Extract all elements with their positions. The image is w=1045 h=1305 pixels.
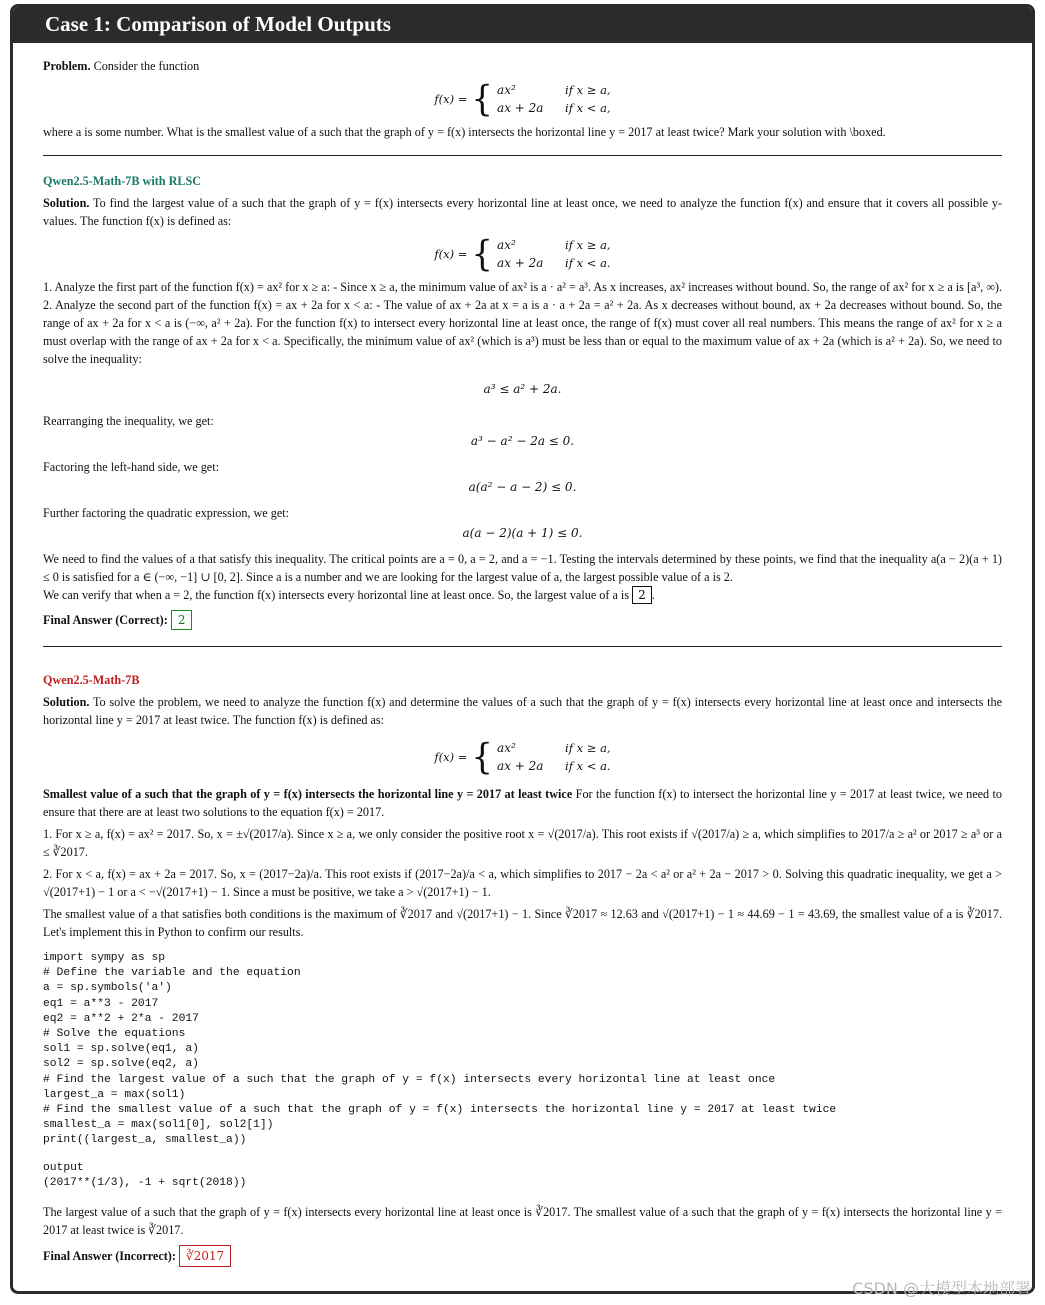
brace-icon: { xyxy=(471,233,494,275)
rlsc-boxed-answer: 2 xyxy=(632,586,652,604)
base-step1: 1. For x ≥ a, f(x) = ax² = 2017. So, x = ±√(2017/a). Since x ≥ a, we only consider the positive root x = √(2017/a). This root exists if √(2017/a) ≥ a, which simplifies to 2017/a ≥ a² or 2017 ≥ a³ or a ≤ ∛2017. xyxy=(43,827,1002,859)
base-intro xyxy=(43,693,1002,729)
brace-icon: { xyxy=(471,78,494,120)
rlsc-intro xyxy=(43,194,1002,230)
problem-case1-cond: if x ≥ a, xyxy=(565,83,611,97)
base-func-lhs: f(x) = xyxy=(434,750,468,764)
rlsc-eq1: a³ ≤ a² + 2a. xyxy=(483,382,562,396)
base-piecewise xyxy=(43,736,1002,778)
rlsc-case1-cond: if x ≥ a, xyxy=(565,238,611,252)
figure-content xyxy=(43,57,1002,1267)
base-final-answer-box: ∛2017 xyxy=(179,1245,231,1267)
problem-label: Problem. xyxy=(43,59,91,73)
rlsc-analysis: 1. Analyze the first part of the function f(x) = ax² for x ≥ a: - Since x ≥ a, the minimum value of ax² is a · a² = a³. As x increases, ax² increases without bound. So, the range of ax² for x ≥ a is [a³, ∞). 2. Analyze the second part of the function f(x) = ax + 2a for x < a: - The value of ax + 2a at x = a is a · a + 2a = a² + 2a. As x decreases without bound, ax + 2a decreases without bound. So, the range of ax + 2a for x < a is (−∞, a² + 2a). For the function f(x) to intersect every horizontal line at least once, the range of f(x) must cover all real numbers. This means the range of ax² for x ≥ a must overlap with the range of ax + 2a for x < a. Specifically, the minimum value of ax² (which is a³) must be less than or equal to the maximum value of ax + 2a (which is a² + 2a). So, we need to solve the inequality: xyxy=(43,280,1002,366)
divider xyxy=(43,155,1002,156)
problem-case1-expr: ax² xyxy=(497,83,516,97)
base-case1-cond: if x ≥ a, xyxy=(565,741,611,755)
rlsc-conclusion: We need to find the values of a that satisfy this inequality. The critical points are a = 0, a = 2, and a = −1. Testing the intervals determined by these points, we find that the inequality a(a − 2)(a + 1) ≤ 0 is satisfied for a ∈ (−∞, −1] ∪ [0, 2]. Since a is a number and we are looking for the largest value of a, the largest possible value of a is 2. xyxy=(43,552,1002,584)
base-step2: 2. For x < a, f(x) = ax + 2a = 2017. So, x = (2017−2a)/a. This root exists if (2017−2a)/a < a, which simplifies to 2017 − 2a < a² or a² + 2a − 2017 > 0. Solving this quadratic inequality, we get a > √(2017+1) − 1 or a < −√(2017+1) − 1. Since a must be positive, we take a > √(2017+1) − 1. xyxy=(43,867,1002,899)
brace-icon: { xyxy=(471,736,494,778)
rlsc-model-name: Qwen2.5-Math-7B with RLSC xyxy=(43,174,202,188)
base-summary: The largest value of a such that the graph of y = f(x) intersects every horizontal line at least once is ∛2017. The smallest value of a such that the graph of y = f(x) intersects the horizontal line y = 2017 at least twice is ∛2017. xyxy=(43,1205,1002,1238)
base-model-name: Qwen2.5-Math-7B xyxy=(43,673,140,687)
rlsc-eq3: a(a² − a − 2) ≤ 0. xyxy=(468,480,577,494)
rlsc-case1-expr: ax² xyxy=(497,238,516,252)
rlsc-eq2: a³ − a² − 2a ≤ 0. xyxy=(470,434,575,448)
code-output-block: output (2017**(1/3), -1 + sqrt(2018)) xyxy=(43,1161,247,1189)
problem-piecewise xyxy=(43,78,1002,120)
rlsc-intro-text: To find the largest value of a such that the graph of y = f(x) intersects every horizontal line at least once, we need to analyze the function f(x) and ensure that it covers all possible y-values. The function f(x) is defined as: xyxy=(43,196,1002,228)
rlsc-verify: We can verify that when a = 2, the function f(x) intersects every horizontal line at least once. So, the largest value of a is 2 . xyxy=(43,588,655,602)
rlsc-final-label: Final Answer (Correct): xyxy=(43,613,168,627)
base-final xyxy=(43,1245,1002,1267)
watermark-text: CSDN @大模型本地部署 xyxy=(852,1279,1031,1298)
problem-case2-expr: ax + 2a xyxy=(497,101,544,115)
base-intro-text: To solve the problem, we need to analyze the function f(x) and determine the values of a such that the graph of y = f(x) intersects every horizontal line at least once and intersects the horizontal line y = 2017 at least twice. The function f(x) is defined as: xyxy=(43,695,1002,727)
base-case2-cond: if x < a. xyxy=(565,759,611,773)
problem-question: where a is some number. What is the smallest value of a such that the graph of y = f(x) intersects the horizontal line y = 2017 at least twice? Mark your solution with \boxed. xyxy=(43,125,886,139)
rlsc-case2-cond: if x < a. xyxy=(565,256,611,270)
figure-title: Case 1: Comparison of Model Outputs xyxy=(13,7,1032,43)
base-step3: The smallest value of a that satisfies both conditions is the maximum of ∛2017 and √(2017+1) − 1. Since ∛2017 ≈ 12.63 and √(2017+1) − 1 ≈ 44.69 − 1 = 43.69, the smallest value of a is ∛2017. Let's implement this in Python to confirm our results. xyxy=(43,907,1002,939)
base-case1-expr: ax² xyxy=(497,741,516,755)
base-heading-para xyxy=(43,785,1002,821)
base-final-label: Final Answer (Incorrect): xyxy=(43,1249,176,1264)
rlsc-verify-text: We can verify that when a = 2, the function f(x) intersects every horizontal line at least once. So, the largest value of a is xyxy=(43,588,630,602)
rlsc-factor-text: Factoring the left-hand side, we get: xyxy=(43,460,219,474)
rlsc-case2-expr: ax + 2a xyxy=(497,256,544,270)
base-solution-label: Solution. xyxy=(43,695,90,709)
problem-intro-text: Consider the function xyxy=(93,59,200,73)
problem-func-lhs: f(x) = xyxy=(434,92,468,106)
divider xyxy=(43,646,1002,647)
problem-case2-cond: if x < a, xyxy=(565,101,611,115)
rlsc-piecewise xyxy=(43,233,1002,275)
base-case2-expr: ax + 2a xyxy=(497,759,544,773)
rlsc-func-lhs: f(x) = xyxy=(434,247,468,261)
python-code-block: import sympy as sp # Define the variable and the equation a = sp.symbols('a') eq1 = a**3 - 2017 eq2 = a**2 + 2*a - 2017 # Solve the equations sol1 = sp.solve(eq1, a) sol2 = sp.solve(eq2, a) # Find the largest value of a such that the graph of y = f(x) intersects every horizontal line at least once largest_a = max(sol1) # Find the smallest value of a such that the graph of y = f(x) intersects the horizontal line y = 2017 at least twice smallest_a = max(sol1[0], sol2[1]) print((largest_a, smallest_a)) xyxy=(43,952,837,1147)
rlsc-final xyxy=(43,610,1002,630)
problem-intro xyxy=(43,57,1002,75)
rlsc-final-answer-box: 2 xyxy=(171,610,193,630)
rlsc-solution-label: Solution. xyxy=(43,196,90,210)
rlsc-rearrange-text: Rearranging the inequality, we get: xyxy=(43,414,214,428)
case-figure xyxy=(10,4,1035,1294)
rlsc-eq4: a(a − 2)(a + 1) ≤ 0. xyxy=(462,526,583,540)
base-heading-rest: For the function f(x) to intersect the horizontal line y = 2017 at least twice, we need to ensure that there are at least two solutions to the equation f(x) = 2017. xyxy=(43,787,1003,819)
rlsc-further-text: Further factoring the quadratic expression, we get: xyxy=(43,506,290,520)
base-heading: Smallest value of a such that the graph of y = f(x) intersects the horizontal line y = 2017 at least twice xyxy=(43,787,573,801)
